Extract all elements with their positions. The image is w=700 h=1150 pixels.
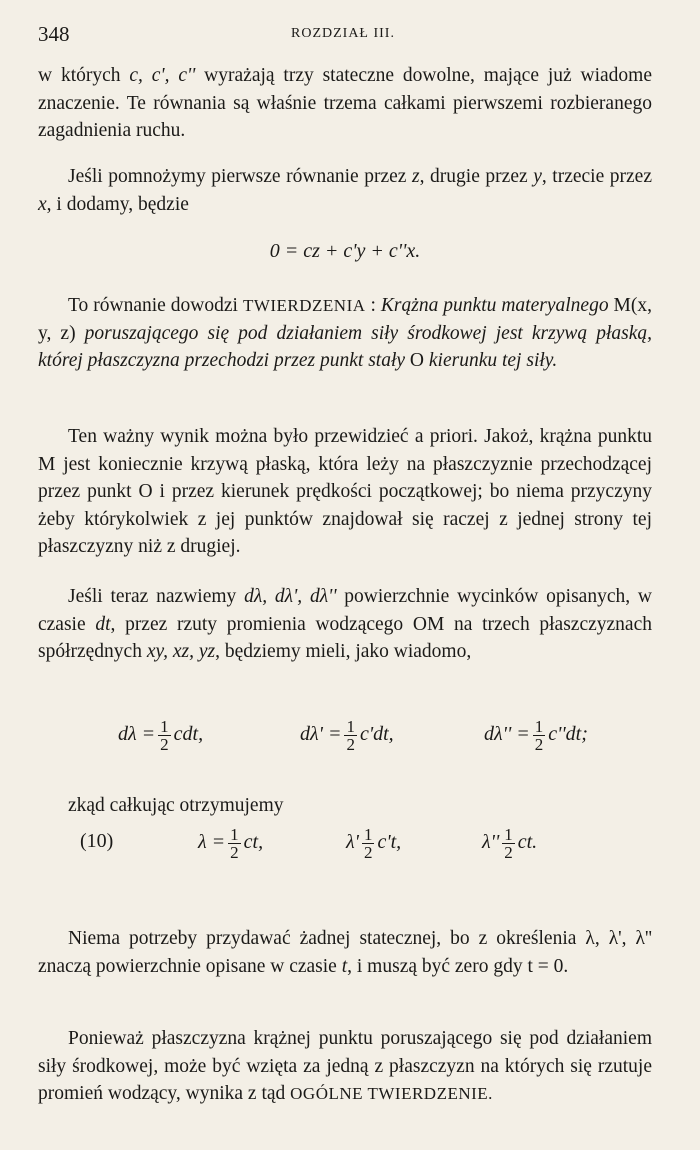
paragraph-4: Ten ważny wynik można było przewidzieć a priori. Jakoż, krążna punktu M jest koniecznie krzywą płaską, która leży na płaszczyznie przechodzącej przez punkt O i przez kierunek prędkości początkowej; bo niema przyczyny żeby którykolwiek z jej punktów znajdował się raczej z jednej strony tej płaszczyzny niż z drugiej. [38, 426, 652, 557]
paragraph-8: Ponieważ płaszczyzna krążnej punktu poruszającego się pod działaniem siły środkowej, może być wzięta za jedną z płaszczyzn na których się rzutuje promień wodzący, wynika z tąd OGÓLNE TWIERDZENIE. [38, 1028, 652, 1104]
paragraph-1: w których c, c', c'' wyrażają trzy stateczne dowolne, mające już wiadome znaczenie. Te równania są właśnie trzema całkami pierwszemi rozbieranego zagadnienia ruchu. [38, 65, 652, 141]
paragraph-5: Jeśli teraz nazwiemy dλ, dλ', dλ'' powierzchnie wycinków opisanych, w czasie dt, przez rzuty promienia wodzącego OM na trzech płaszczyznach spółrzędnych xy, xz, yz, będziemy mieli, jako wiadomo, [38, 586, 652, 662]
running-head: ROZDZIAŁ III. [291, 26, 395, 41]
equation-3: (10) λ = $\frac{1}{2}$ ct, λ' $\frac{1}{2}$ c't, λ'' $\frac{1}{2}$ ct. [80, 825, 538, 862]
equation-1: 0 = cz + c'y + c''x. [269, 240, 421, 262]
page-header [38, 22, 648, 48]
page-number: 348 [38, 22, 70, 46]
paragraph-3-theorem: To równanie dowodzi TWIERDZENIA : Krążna punktu materyalnego M(x, y, z) poruszającego się pod działaniem siły środkowej jest krzywą płaską, której płaszczyzna przechodzi przez punkt stały O kierunku tej siły. [38, 295, 653, 371]
paragraph-6: zkąd całkując otrzymujemy [68, 795, 284, 816]
equation-2: dλ = $\frac{1}{2}$ cdt, dλ' = $\frac{1}{2}$ c'dt, dλ'' = $\frac{1}{2}$ c''dt; [118, 717, 588, 754]
paragraph-2: Jeśli pomnożymy pierwsze równanie przez z, drugie przez y, trzecie przez x, i dodamy, będzie [38, 166, 652, 215]
paragraph-7: Niema potrzeby przydawać żadnej statecznej, bo z określenia λ, λ', λ'' znaczą powierzchnie opisane w czasie t, i muszą być zero gdy t = 0. [38, 928, 652, 977]
